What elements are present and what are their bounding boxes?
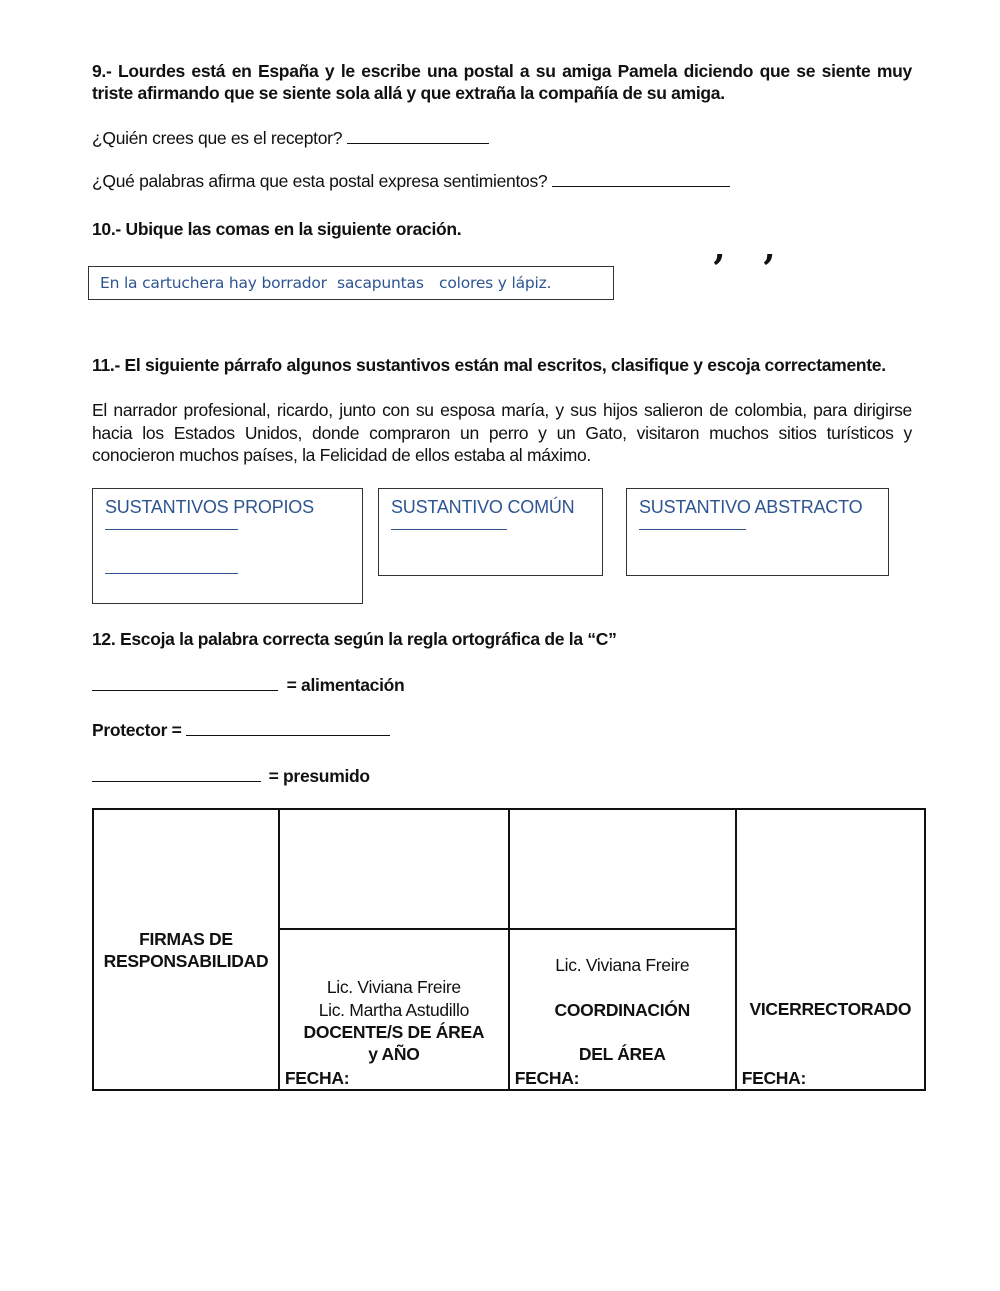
sentence-part-1: En la cartuchera hay borrador (100, 274, 327, 292)
spelling-line-3 (92, 765, 370, 787)
signature-table (92, 808, 926, 1091)
question-12-statement: 12. Escoja la palabra correcta según la regla ortográfica de la “C” (92, 629, 617, 649)
question-9-feelings-label: ¿Qué palabras afirma que esta postal expresa sentimientos? (92, 171, 548, 191)
col1-date-label: FECHA: (284, 1068, 350, 1088)
question-9-statement: 9.- Lourdes está en España y le escribe una postal a su amiga Pamela diciendo que se siente muy triste afirmando que se siente sola allá y que extraña la compañía de su amiga. (92, 61, 912, 103)
proper-noun-answer-1[interactable] (105, 515, 238, 530)
abstract-noun-answer[interactable] (639, 515, 746, 530)
col2-role-2: DEL ÁREA (578, 1044, 666, 1064)
col2-name: Lic. Viviana Freire (555, 955, 690, 975)
comma-drop-slot-2[interactable] (421, 271, 437, 295)
sentence-part-3: colores y lápiz. (439, 274, 552, 292)
spelling-line-2 (92, 719, 390, 741)
spelling-answer-2[interactable] (186, 719, 390, 736)
spelling-answer-3[interactable] (92, 765, 261, 782)
col1-name-1: Lic. Viviana Freire (326, 977, 461, 997)
col1-name-2: Lic. Martha Astudillo (318, 1000, 470, 1020)
draggable-comma-1[interactable]: ’ (712, 246, 726, 291)
comma-drop-slot-1[interactable] (318, 271, 334, 295)
spelling-word-3: = presumido (268, 766, 370, 786)
receptor-answer-blank[interactable] (347, 127, 489, 144)
draggable-comma-2[interactable]: ’ (762, 246, 776, 291)
spelling-line-1 (92, 674, 404, 696)
signature-area-teacher[interactable] (279, 809, 509, 929)
col2-date-label: FECHA: (514, 1068, 580, 1088)
question-9-receptor-label: ¿Quién crees que es el receptor? (92, 128, 343, 148)
feelings-answer-blank[interactable] (552, 170, 730, 187)
question-10-statement: 10.- Ubique las comas en la siguiente oración. (92, 219, 462, 239)
category-title-abstract: SUSTANTIVO ABSTRACTO (639, 497, 863, 517)
category-box-abstract-nouns (626, 488, 889, 576)
question-11-statement: 11.- El siguiente párrafo algunos sustantivos están mal escritos, clasifique y escoja correctamente. (92, 355, 886, 375)
coordination-info-cell (509, 929, 736, 1090)
category-box-proper-nouns (92, 488, 363, 604)
col1-role: DOCENTE/S DE ÁREA y AÑO (303, 1022, 485, 1064)
signature-area-coordination[interactable] (509, 809, 736, 929)
spelling-answer-1[interactable] (92, 674, 278, 691)
signature-header-cell (93, 809, 279, 1090)
proper-noun-answer-2[interactable] (105, 559, 238, 574)
category-title-proper: SUSTANTIVOS PROPIOS (105, 497, 314, 517)
col2-role-1: COORDINACIÓN (554, 1000, 690, 1020)
teacher-info-cell (279, 929, 509, 1090)
spelling-word-2: Protector = (92, 720, 182, 740)
comma-sentence-box (88, 266, 614, 300)
signature-header: FIRMAS DE RESPONSABILIDAD (103, 928, 269, 971)
common-noun-answer[interactable] (391, 515, 507, 530)
question-9-feelings (92, 170, 912, 192)
col3-role: VICERRECTORADO (749, 999, 912, 1019)
spelling-word-1: = alimentación (286, 675, 405, 695)
vicerrectorado-cell (736, 809, 925, 1090)
question-9-receptor (92, 127, 912, 149)
sentence-part-2: sacapuntas (337, 274, 424, 292)
question-11-paragraph: El narrador profesional, ricardo, junto con su esposa maría, y sus hijos salieron de colombia, para dirigirse hacia los Estados Unidos, donde compraron un perro y un Gato, visitaron muchos sitios turísticos y conocieron muchos países, la Felicidad de ellos estaba al máximo. (92, 400, 912, 465)
category-box-common-nouns (378, 488, 603, 576)
col3-date-label: FECHA: (741, 1068, 807, 1088)
category-title-common: SUSTANTIVO COMÚN (391, 497, 575, 517)
